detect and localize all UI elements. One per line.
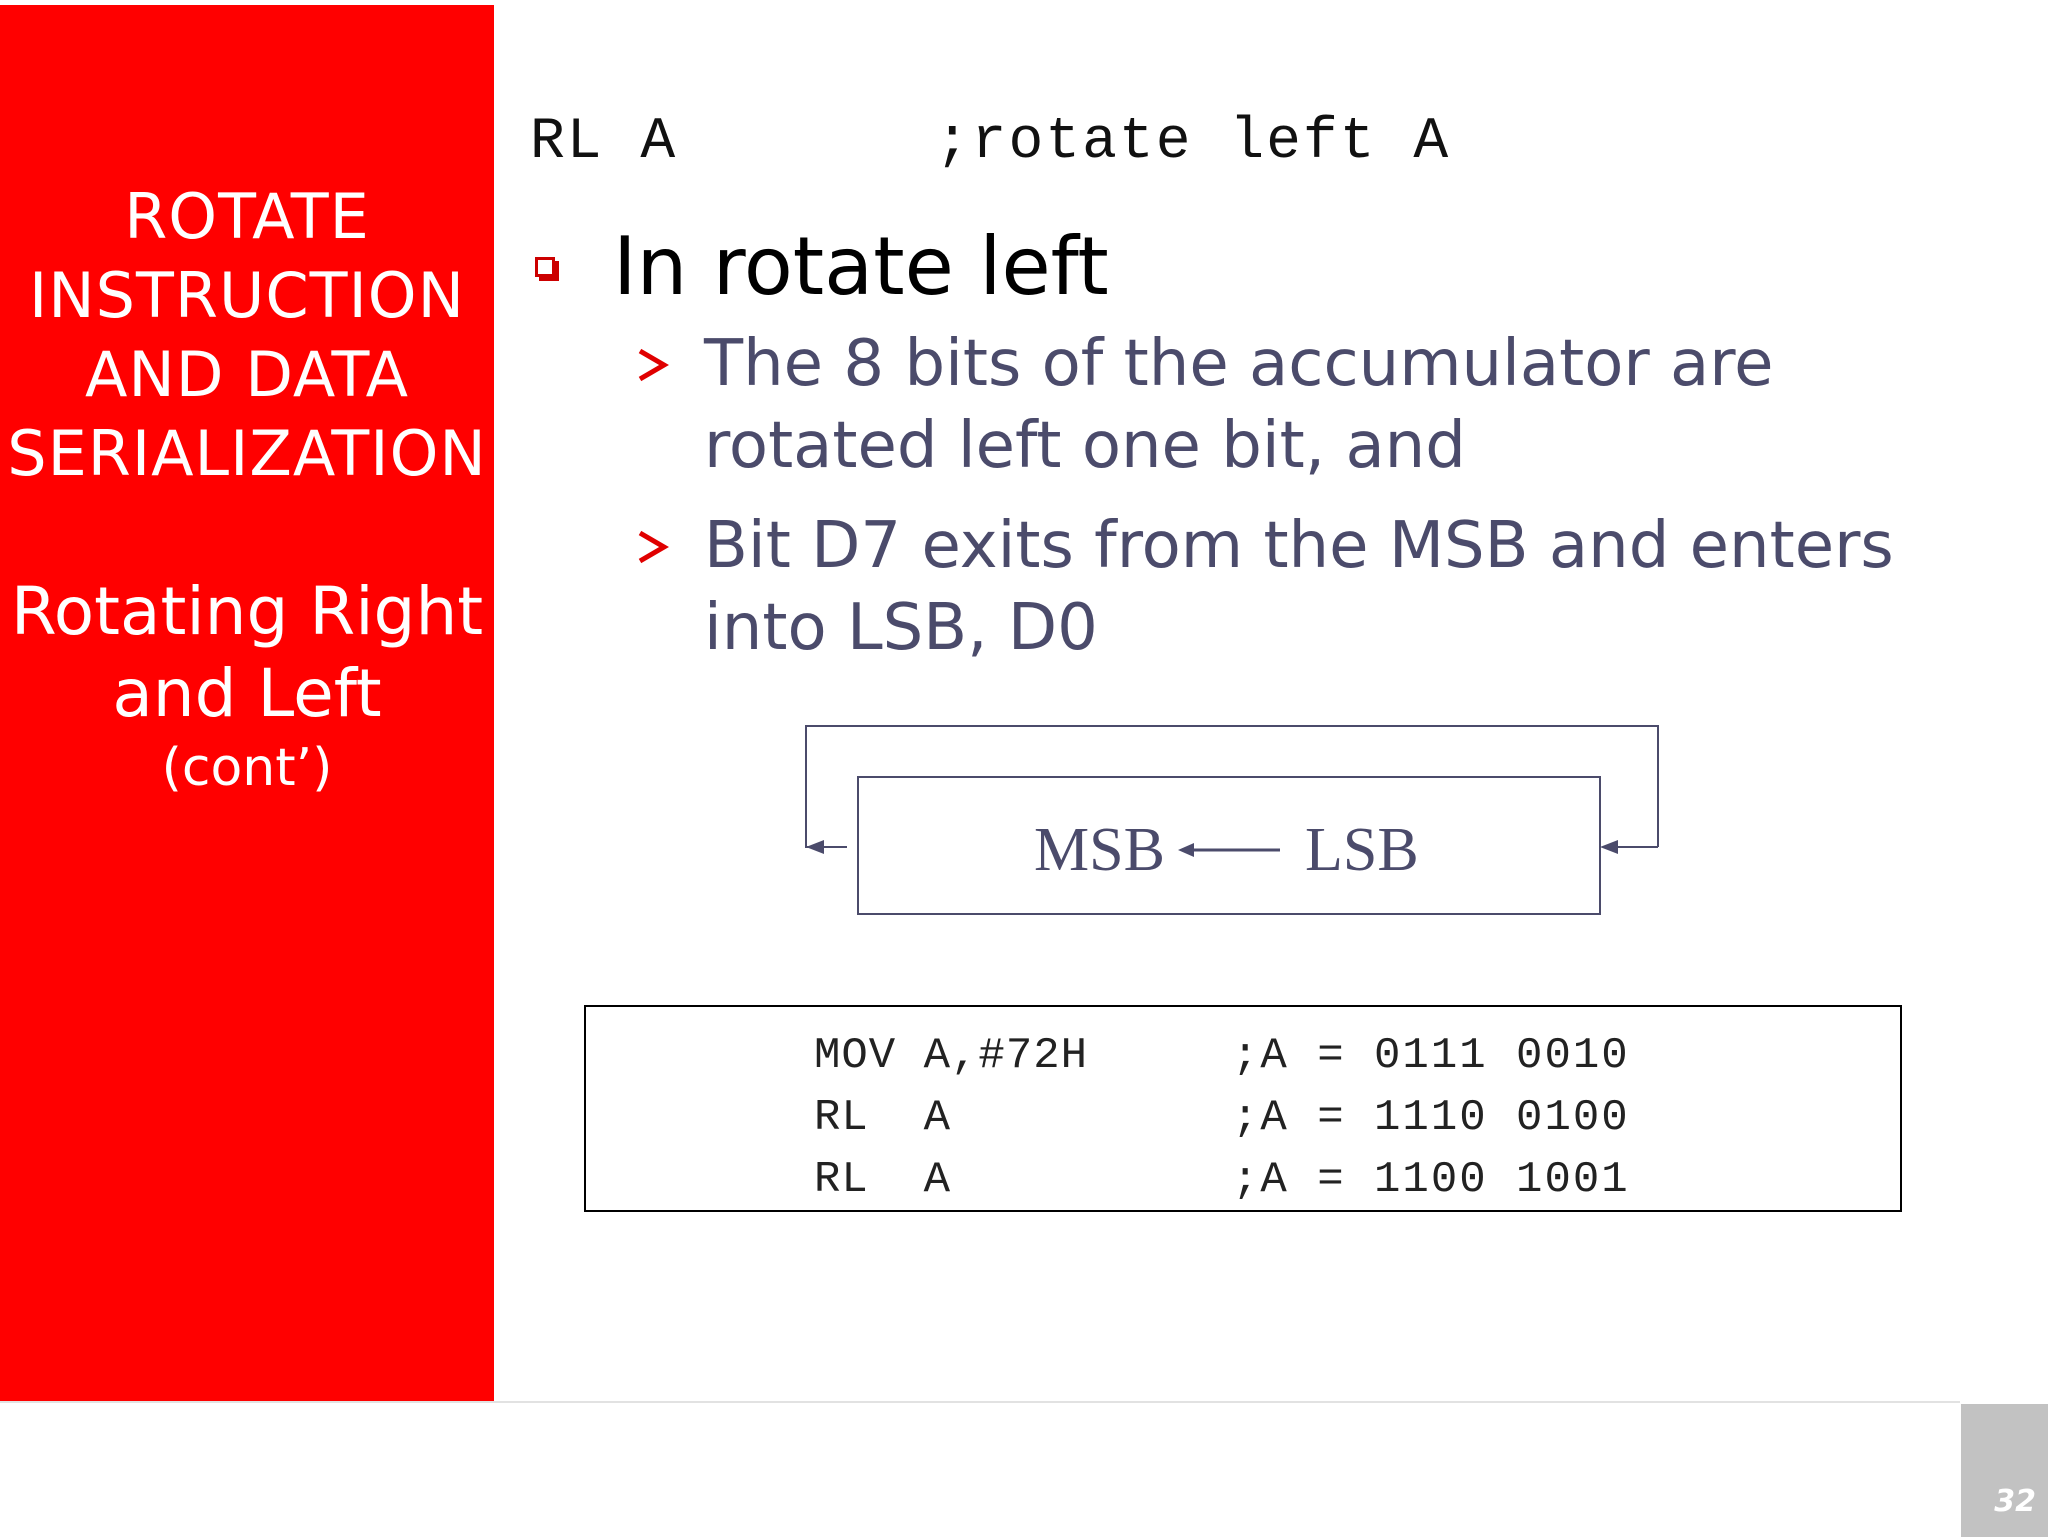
heading-instruction: RL A [530, 110, 678, 175]
rotate-left-diagram [800, 720, 1670, 920]
code-comment: ;A = 1100 1001 [1232, 1155, 1630, 1205]
main-bullet-text: In rotate left [613, 220, 1109, 313]
register-box [858, 777, 1600, 914]
loop-arrowhead-left [806, 840, 824, 854]
code-line [814, 1087, 1630, 1149]
footer-divider [0, 1401, 1960, 1403]
arrow-bullet-icon [636, 527, 670, 567]
section-subtitle-line: Rotating Right [10, 573, 484, 650]
section-subtitle [0, 571, 494, 801]
code-instruction: RL A [814, 1155, 952, 1205]
code-comment: ;A = 0111 0010 [1232, 1031, 1630, 1081]
instruction-heading [530, 110, 1450, 175]
sub-bullet [636, 505, 1994, 669]
loop-arrowhead-right [1600, 840, 1618, 854]
arrow-bullet-icon [636, 345, 670, 385]
code-instruction: MOV A,#72H [814, 1031, 1089, 1081]
section-title-line: INSTRUCTION [29, 259, 465, 332]
code-lines [814, 1025, 1630, 1211]
section-title-line: AND DATA [85, 338, 409, 411]
sub-bullet-text: Bit D7 exits from the MSB and enters into LSB, D0 [704, 509, 1894, 665]
page-number-box [1961, 1404, 2048, 1537]
sub-bullet-text: The 8 bits of the accumulator are rotated left one bit, and [704, 327, 1774, 483]
section-subtitle-line: and Left [112, 655, 382, 732]
heading-comment: ;rotate left A [934, 110, 1451, 175]
code-line [814, 1025, 1630, 1087]
lsb-label: LSB [1305, 816, 1419, 884]
main-bullet [535, 220, 1109, 313]
side-title-panel [0, 5, 494, 1402]
code-instruction: RL A [814, 1093, 952, 1143]
page-number: 32 [1994, 1484, 2036, 1519]
section-title-line: ROTATE [124, 180, 370, 253]
sub-bullet [636, 323, 1994, 487]
code-comment: ;A = 1110 0100 [1232, 1093, 1630, 1143]
square-bullet-icon [535, 257, 555, 277]
section-title [0, 177, 494, 493]
continued-label: (cont’) [161, 738, 333, 798]
code-example-box [584, 1005, 1902, 1212]
code-line [814, 1149, 1630, 1211]
section-title-line: SERIALIZATION [7, 417, 487, 490]
msb-label: MSB [1034, 816, 1165, 884]
